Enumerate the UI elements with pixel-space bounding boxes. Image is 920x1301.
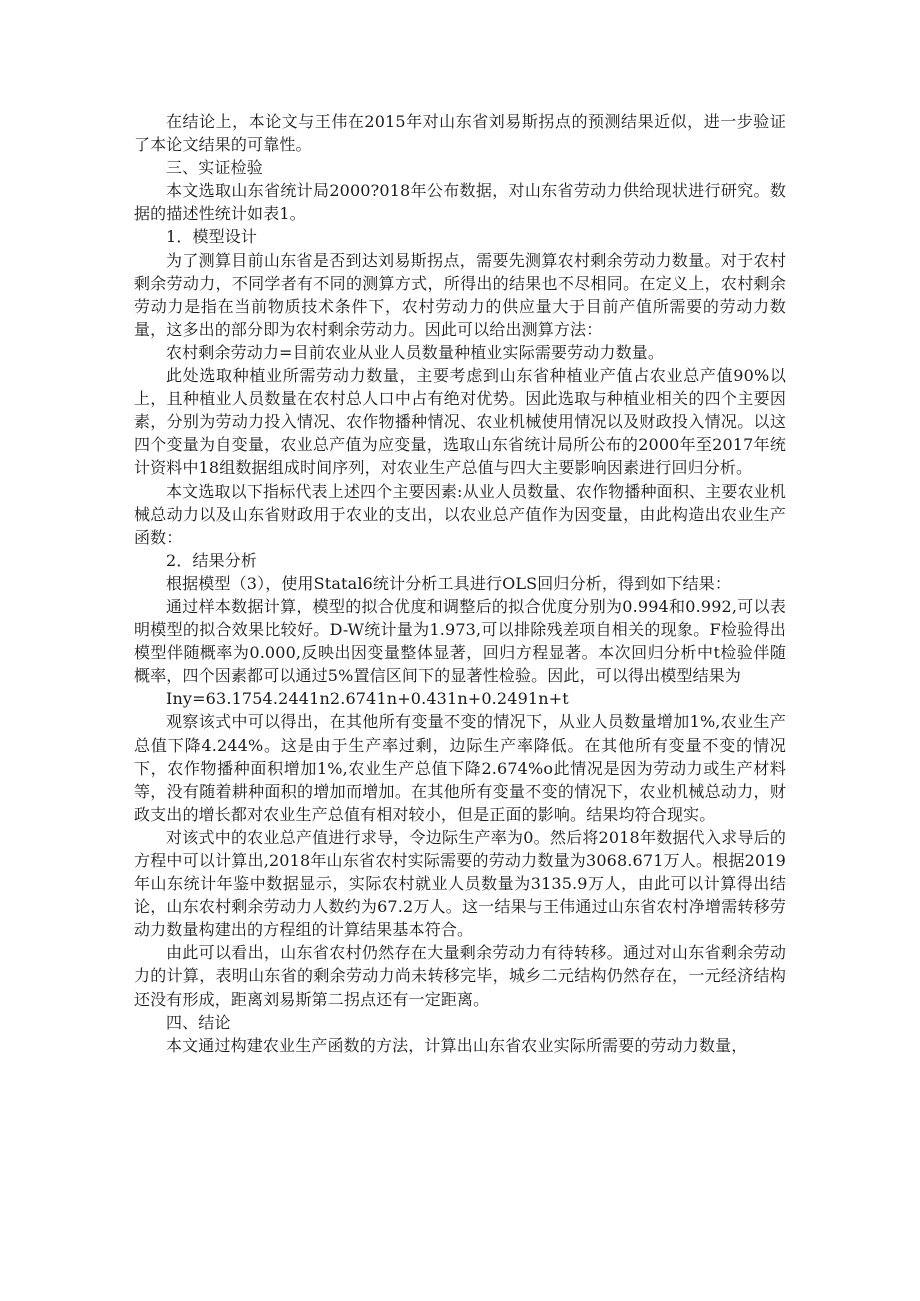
paragraph-surplus-labor-definition: 为了测算目前山东省是否到达刘易斯拐点，需要先测算农村剩余劳动力数量。对于农村剩余劳动力，不同学者有不同的测算方式，所得出的结果也不尽相同。在定义上，农村剩余劳动力是指在当前物质技术条件下，农村劳动力的供应量大于目前产值所需要的劳动力数量，这多出的部分即为农村剩余劳动力。因此可以给出测算方法： bbox=[134, 250, 786, 339]
document-body bbox=[134, 110, 786, 1057]
subsection-heading-model-design: 1．模型设计 bbox=[166, 227, 258, 247]
paragraph-ols-regression: 根据模型（3），使用Statal6统计分析工具进行OLS回归分析，得到如下结果： bbox=[166, 573, 732, 593]
paragraph-coefficient-interpretation: 观察该式中可以得出，在其他所有变量不变的情况下，从业人员数量增加1%,农业生产总值下降4.244%。这是由于生产率过剩，边际生产率降低。在其他所有变量不变的情况下，农作物播种面积增加1%,农业生产总值下降2.674%o此情况是因为劳动力或生产材料等，没有随着耕种面积的增加而增加。在其他所有变量不变的情况下，农业机械总动力，财政支出的增长都对农业生产总值有相对较小，但是正面的影响。结果均符合现实。 bbox=[134, 712, 786, 824]
subsection-heading-result-analysis: 2．结果分析 bbox=[166, 550, 258, 570]
paragraph-conclusion-start: 本文通过构建农业生产函数的方法，计算出山东省农业实际所需要的劳动力数量， bbox=[166, 1035, 748, 1055]
paragraph-indicator-selection: 本文选取以下指标代表上述四个主要因素:从业人员数量、农作物播种面积、主要农业机械总动力以及山东省财政用于农业的支出，以农业总产值作为因变量，由此构造出农业生产函数： bbox=[134, 481, 786, 547]
paragraph-labor-calculation: 对该式中的农业总产值进行求导，令边际生产率为0。然后将2018年数据代入求导后的方程中可以计算出,2018年山东省农村实际需要的劳动力数量为3068.671万人。根据2019年山东统计年鉴中数据显示，实际农村就业人员数量为3135.9万人，由此可以计算得出结论，山东农村剩余劳动力人数约为67.2万人。这一结果与王伟通过山东省农村净增需转移劳动力数量构建出的方程组的计算结果基本符合。 bbox=[134, 827, 786, 940]
paragraph-lewis-turning-point: 由此可以看出，山东省农村仍然存在大量剩余劳动力有待转移。通过对山东省剩余劳动力的计算，表明山东省的剩余劳动力尚未转移完毕，城乡二元结构仍然存在，一元经济结构还没有形成，距离刘易斯第二拐点还有一定距离。 bbox=[134, 943, 786, 1009]
paragraph-conclusion-comparison: 在结论上，本论文与王伟在2015年对山东省刘易斯拐点的预测结果近似，进一步验证了本论文结果的可靠性。 bbox=[134, 112, 786, 155]
paragraph-data-source: 本文选取山东省统计局2000?018年公布数据，对山东省劳动力供给现状进行研究。数据的描述性统计如表1。 bbox=[134, 181, 786, 224]
section-heading-conclusion: 四、结论 bbox=[166, 1012, 231, 1032]
paragraph-model-fit: 通过样本数据计算，模型的拟合优度和调整后的拟合优度分别为0.994和0.992,可以表明模型的拟合效果比较好。D-W统计量为1.973,可以排除残差项自相关的现象。F检验得出模型伴随概率为0.000,反映出因变量整体显著，回归方程显著。本次回归分析中t检验伴随概率，四个因素都可以通过5%置信区间下的显著性检验。因此，可以得出模型结果为 bbox=[134, 596, 786, 686]
section-heading-empirical-test: 三、实证检验 bbox=[166, 158, 263, 178]
paragraph-surplus-labor-formula: 农村剩余劳动力=目前农业从业人员数量种植业实际需要劳动力数量。 bbox=[166, 342, 665, 362]
regression-equation: Iny=63.1754.2441n2.6741n+0.431n+0.2491n+t bbox=[166, 689, 569, 709]
paragraph-variable-selection: 此处选取种植业所需劳动力数量，主要考虑到山东省种植业产值占农业总产值90%以上，且种植业人员数量在农村总人口中占有绝对优势。因此选取与种植业相关的四个主要因素，分别为劳动力投入情况、农作物播种情况、农业机械使用情况以及财政投入情况。以这四个变量为自变量，农业总产值为应变量，选取山东省统计局所公布的2000年至2017年统计资料中18组数据组成时间序列，对农业生产总值与四大主要影响因素进行回归分析。 bbox=[134, 366, 786, 478]
